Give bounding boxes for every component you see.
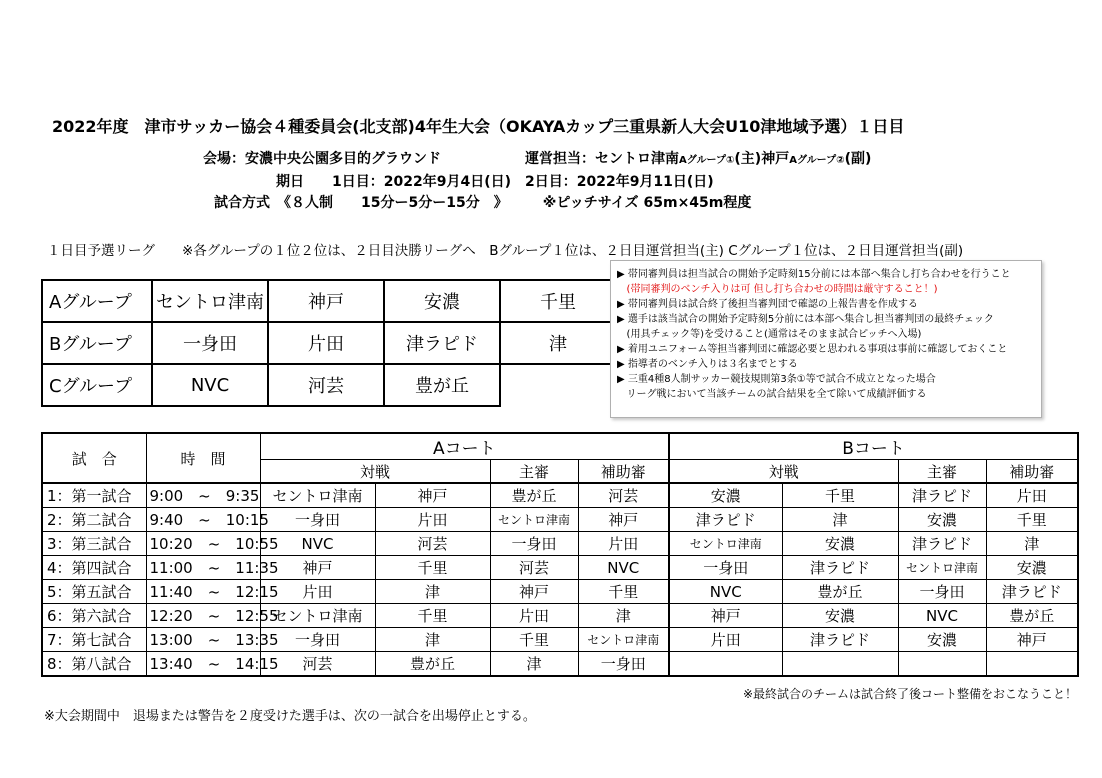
court-a-assistant: セントロ津南	[578, 628, 669, 652]
venue-text: 会場：安濃中央公園多目的グラウンド	[203, 151, 441, 167]
time-range: 13:00 ~ 13:35	[146, 628, 260, 652]
note-item: ▶ 選手は該当試合の開始予定時刻5分前には本部へ集合し担当審判団の最終チェック	[617, 314, 994, 325]
court-a-team-2: 河芸	[375, 532, 490, 556]
court-b-team-1	[669, 652, 782, 677]
group-row-c	[42, 364, 616, 406]
header-a-referee: 主審	[490, 460, 578, 484]
management-group-2: Aグループ②	[789, 155, 845, 166]
court-b-assistant: 安濃	[986, 556, 1078, 580]
court-b-referee: セントロ津南	[898, 556, 986, 580]
group-team: NVC	[152, 364, 268, 406]
document-title: 2022年度 津市サッカー協会４種委員会(北支部)4年生大会（OKAYAカップ三重県新人大会U10津地域予選）１日目	[52, 117, 905, 136]
group-name: Aグループ	[42, 280, 152, 322]
match-label: 5：第五試合	[42, 580, 146, 604]
header-court-b: Bコート	[669, 433, 1078, 460]
court-b-assistant: 豊が丘	[986, 604, 1078, 628]
group-row-a	[42, 280, 616, 322]
court-b-assistant	[986, 652, 1078, 677]
court-b-team-2: 津ラピド	[782, 556, 898, 580]
court-b-assistant: 千里	[986, 508, 1078, 532]
match-label: 2：第二試合	[42, 508, 146, 532]
time-range: 12:20 ~ 12:55	[146, 604, 260, 628]
time-range: 13:40 ~ 14:15	[146, 652, 260, 677]
court-a-referee: 豊が丘	[490, 483, 578, 508]
court-a-assistant: 一身田	[578, 652, 669, 677]
note-warning	[617, 282, 1037, 297]
court-b-team-1: 津ラピド	[669, 508, 782, 532]
group-table	[41, 279, 617, 407]
group-team: 津	[500, 322, 616, 364]
group-team: 安濃	[384, 280, 500, 322]
match-label: 4：第四試合	[42, 556, 146, 580]
court-a-referee: 一身田	[490, 532, 578, 556]
note-warning-text: (帯同審判のベンチ入りは可 但し打ち合わせの時間は厳守すること！)	[626, 284, 938, 295]
note-item: ▶ 着用ユニフォーム等担当審判団に確認必要と思われる事項は事前に確認しておくこと	[617, 344, 1008, 355]
court-a-team-2: 津	[375, 580, 490, 604]
notes-box	[610, 260, 1042, 418]
court-a-team-1: 一身田	[260, 508, 375, 532]
court-b-referee: 安濃	[898, 508, 986, 532]
schedule-row	[42, 532, 1078, 556]
court-b-assistant: 片田	[986, 483, 1078, 508]
management-label: 運営担当：セントロ津南	[525, 151, 679, 167]
header-a-match: 対戦	[260, 460, 490, 484]
schedule-row	[42, 483, 1078, 508]
court-b-team-2: 千里	[782, 483, 898, 508]
time-range: 11:00 ~ 11:35	[146, 556, 260, 580]
time-range: 9:00 ~ 9:35	[146, 483, 260, 508]
court-a-assistant: 神戸	[578, 508, 669, 532]
header-court-a: Aコート	[260, 433, 669, 460]
court-a-assistant: NVC	[578, 556, 669, 580]
group-team: 片田	[268, 322, 384, 364]
match-label: 6：第六試合	[42, 604, 146, 628]
court-b-team-2: 津	[782, 508, 898, 532]
court-a-referee: 片田	[490, 604, 578, 628]
group-empty-cell	[500, 364, 616, 406]
court-b-referee: 津ラピド	[898, 532, 986, 556]
header-a-assistant: 補助審	[578, 460, 669, 484]
format-text: 試合方式 《８人制 15分ー5分ー15分 》 ※ピッチサイズ 65m×45m程度	[214, 195, 752, 211]
note-text: 帯同審判員は担当試合の開始予定時刻15分前には本部へ集合し打ち合わせを行うこと	[627, 269, 1011, 280]
court-a-referee: セントロ津南	[490, 508, 578, 532]
group-team: 神戸	[268, 280, 384, 322]
management-main: (主)神戸	[734, 151, 790, 167]
court-b-team-1: 一身田	[669, 556, 782, 580]
header-match: 試 合	[42, 433, 146, 483]
dates-text: 期日 1日目：2022年9月4日(日) 2日目：2022年9月11日(日)	[276, 174, 714, 190]
court-a-team-2: 豊が丘	[375, 652, 490, 677]
header-time: 時 間	[146, 433, 260, 483]
management-group-1: Aグループ①	[679, 155, 735, 166]
group-team: 河芸	[268, 364, 384, 406]
court-a-team-2: 津	[375, 628, 490, 652]
header-b-assistant: 補助審	[986, 460, 1078, 484]
note-text: リーグ戦において当該チームの試合結果を全て除いて成績評価する	[626, 389, 927, 400]
court-a-referee: 河芸	[490, 556, 578, 580]
court-b-team-1: 安濃	[669, 483, 782, 508]
match-label: 8：第八試合	[42, 652, 146, 677]
schedule-row	[42, 508, 1078, 532]
court-a-assistant: 千里	[578, 580, 669, 604]
court-b-team-2: 津ラピド	[782, 628, 898, 652]
court-a-referee: 津	[490, 652, 578, 677]
group-name: Bグループ	[42, 322, 152, 364]
match-label: 1：第一試合	[42, 483, 146, 508]
match-label: 7：第七試合	[42, 628, 146, 652]
group-team: 津ラピド	[384, 322, 500, 364]
note-continuation	[617, 327, 1037, 342]
note-item: ▶ 三重4種8人制サッカー競技規則第3条①等で試合不成立となった場合	[617, 374, 936, 385]
time-range: 11:40 ~ 12:15	[146, 580, 260, 604]
court-b-assistant: 神戸	[986, 628, 1078, 652]
league-header: １日目予選リーグ ※各グループの１位２位は、２日目決勝リーグへ Bグループ１位は、２日目運営担当(主) Cグループ１位は、２日目運営担当(副)	[47, 243, 964, 259]
time-range: 9:40 ~ 10:15	[146, 508, 260, 532]
court-b-referee: 安濃	[898, 628, 986, 652]
court-a-team-1: セントロ津南	[260, 604, 375, 628]
court-b-team-2: 安濃	[782, 604, 898, 628]
court-b-team-2: 豊が丘	[782, 580, 898, 604]
schedule-row	[42, 580, 1078, 604]
court-a-team-2: 片田	[375, 508, 490, 532]
management-sub: (副)	[844, 151, 872, 167]
court-a-team-1: NVC	[260, 532, 375, 556]
court-b-referee	[898, 652, 986, 677]
court-a-team-1: 神戸	[260, 556, 375, 580]
court-b-team-2	[782, 652, 898, 677]
group-team: 一身田	[152, 322, 268, 364]
group-team: 豊が丘	[384, 364, 500, 406]
court-b-team-1: NVC	[669, 580, 782, 604]
time-range: 10:20 ~ 10:55	[146, 532, 260, 556]
court-b-team-1: セントロ津南	[669, 532, 782, 556]
footer-note-court: ※最終試合のチームは試合終了後コート整備をおこなうこと！	[742, 687, 1077, 701]
court-a-assistant: 河芸	[578, 483, 669, 508]
court-a-referee: 神戸	[490, 580, 578, 604]
court-b-referee: 一身田	[898, 580, 986, 604]
footer-note-suspension: ※大会期間中 退場または警告を２度受けた選手は、次の一試合を出場停止とする。	[44, 709, 536, 724]
court-a-team-2: 神戸	[375, 483, 490, 508]
court-a-assistant: 津	[578, 604, 669, 628]
schedule-table	[41, 432, 1079, 677]
note-text: 指導者のベンチ入りは３名までとする	[627, 359, 798, 370]
note-text: 帯同審判員は試合終了後担当審判団で確認の上報告書を作成する	[627, 299, 918, 310]
note-continuation	[617, 387, 1037, 402]
header-b-match: 対戦	[669, 460, 898, 484]
schedule-row	[42, 556, 1078, 580]
court-b-team-2: 安濃	[782, 532, 898, 556]
court-a-team-1: 片田	[260, 580, 375, 604]
note-text: 選手は該当試合の開始予定時刻5分前には本部へ集合し担当審判団の最終チェック	[627, 314, 994, 325]
court-b-referee: NVC	[898, 604, 986, 628]
court-b-team-1: 神戸	[669, 604, 782, 628]
match-label: 3：第三試合	[42, 532, 146, 556]
group-name: Cグループ	[42, 364, 152, 406]
management-text	[525, 148, 871, 168]
court-a-team-1: 一身田	[260, 628, 375, 652]
court-a-referee: 千里	[490, 628, 578, 652]
schedule-row	[42, 628, 1078, 652]
court-a-team-2: 千里	[375, 604, 490, 628]
note-text: (用具チェック等)を受けること(通常はそのまま試合ピッチへ入場)	[626, 329, 922, 340]
note-text: 着用ユニフォーム等担当審判団に確認必要と思われる事項は事前に確認しておくこと	[627, 344, 1008, 355]
note-item: ▶ 指導者のベンチ入りは３名までとする	[617, 359, 798, 370]
note-item: ▶ 帯同審判員は試合終了後担当審判団で確認の上報告書を作成する	[617, 299, 918, 310]
note-item: ▶ 帯同審判員は担当試合の開始予定時刻15分前には本部へ集合し打ち合わせを行うこと	[617, 269, 1011, 280]
court-b-assistant: 津ラピド	[986, 580, 1078, 604]
court-a-team-1: セントロ津南	[260, 483, 375, 508]
court-b-referee: 津ラピド	[898, 483, 986, 508]
schedule-row	[42, 604, 1078, 628]
group-team: セントロ津南	[152, 280, 268, 322]
court-a-team-1: 河芸	[260, 652, 375, 677]
group-team: 千里	[500, 280, 616, 322]
court-b-team-1: 片田	[669, 628, 782, 652]
court-a-assistant: 片田	[578, 532, 669, 556]
header-b-referee: 主審	[898, 460, 986, 484]
schedule-row	[42, 652, 1078, 677]
note-text: 三重4種8人制サッカー競技規則第3条①等で試合不成立となった場合	[627, 374, 936, 385]
court-b-assistant: 津	[986, 532, 1078, 556]
court-a-team-2: 千里	[375, 556, 490, 580]
group-row-b	[42, 322, 616, 364]
